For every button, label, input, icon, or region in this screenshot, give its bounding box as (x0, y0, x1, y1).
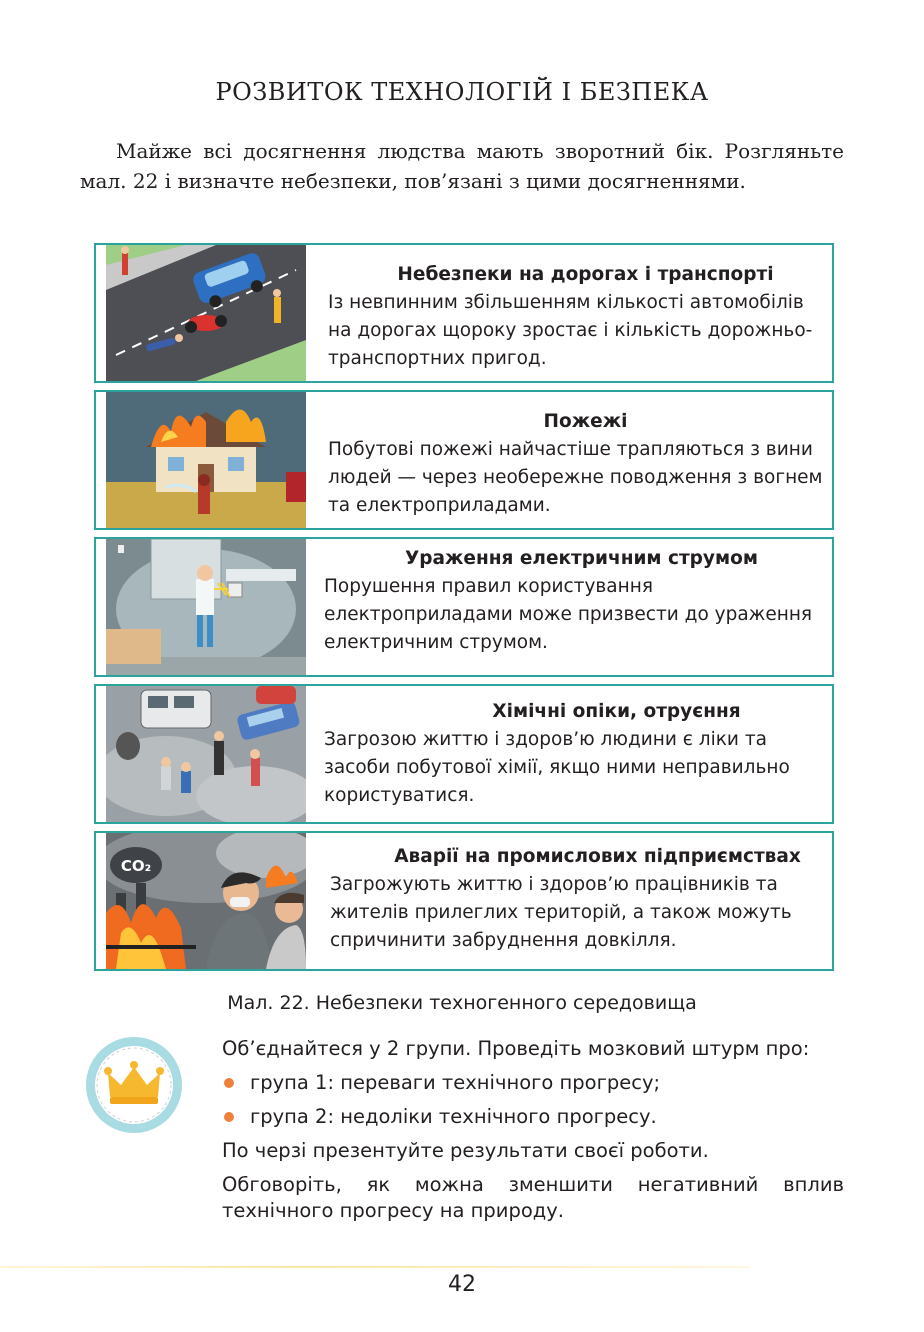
task-present: По черзі презентуйте результати своєї роботи. (222, 1139, 709, 1162)
hazard-card-chemical (94, 684, 834, 824)
list-item-text: група 2: недоліки технічного прогресу. (250, 1105, 657, 1128)
card-heading: Аварії на промислових підприємствах (394, 846, 801, 867)
crown-icon (84, 1035, 184, 1135)
task-instruction: Об’єднайтеся у 2 групи. Проведіть мозковий штурм про: (222, 1037, 810, 1060)
electric-shock-illustration (106, 539, 306, 675)
hazard-card-industrial (94, 831, 834, 971)
co2-label: CO₂ (120, 857, 152, 875)
task-discuss: Обговоріть, як можна зменшити негативний вплив технічного прогресу на природу. (222, 1173, 844, 1222)
list-item (222, 1104, 844, 1130)
card-text: Побутові пожежі найчастіше трапляються з вини людей — через необережне поводження з вогнем та електроприладами. (328, 439, 823, 516)
footer-divider (0, 1266, 750, 1268)
bullet-dot (224, 1078, 234, 1088)
card-heading: Хімічні опіки, отруєння (492, 701, 741, 722)
card-text: Загрозою життю і здоров’ю людини є ліки та засоби побутової хімії, якщо ними неправильно користуватися. (324, 729, 790, 806)
intro-paragraph: Майже всі досягнення людства мають зворотний бік. Розгляньте мал. 22 і визначте небезпеки, пов’язані з цими досягненнями. (80, 139, 844, 193)
list-item (222, 1070, 844, 1096)
page-number: 42 (448, 1272, 476, 1297)
card-heading: Небезпеки на дорогах і транспорті (397, 264, 774, 285)
hazard-card-road (94, 243, 834, 383)
group-task (222, 1036, 844, 1232)
card-text: Загрожують життю і здоров’ю працівників та жителів прилеглих територій, а також можуть спричинити забруднення довкілля. (330, 874, 792, 951)
house-fire-illustration (106, 392, 306, 528)
card-text: Із невпинним збільшенням кількості автомобілів на дорогах щороку зростає і кількість дорожньо-транспортних пригод. (328, 292, 813, 369)
industrial-accident-illustration (106, 833, 306, 969)
page-title: РОЗВИТОК ТЕХНОЛОГІЙ І БЕЗПЕКА (215, 78, 709, 106)
card-heading: Ураження електричним струмом (405, 548, 758, 569)
bullet-dot (224, 1112, 234, 1122)
road-accident-illustration (106, 245, 306, 381)
figure-caption: Мал. 22. Небезпеки техногенного середовища (227, 992, 697, 1014)
hazard-card-fire (94, 390, 834, 530)
hazard-card-electric (94, 537, 834, 677)
list-item-text: група 1: переваги технічного прогресу; (250, 1071, 661, 1094)
card-heading: Пожежі (543, 411, 628, 432)
card-text: Порушення правил користування електроприладами може призвести до ураження електричним струмом. (324, 576, 813, 653)
chemical-poisoning-illustration (106, 686, 306, 822)
